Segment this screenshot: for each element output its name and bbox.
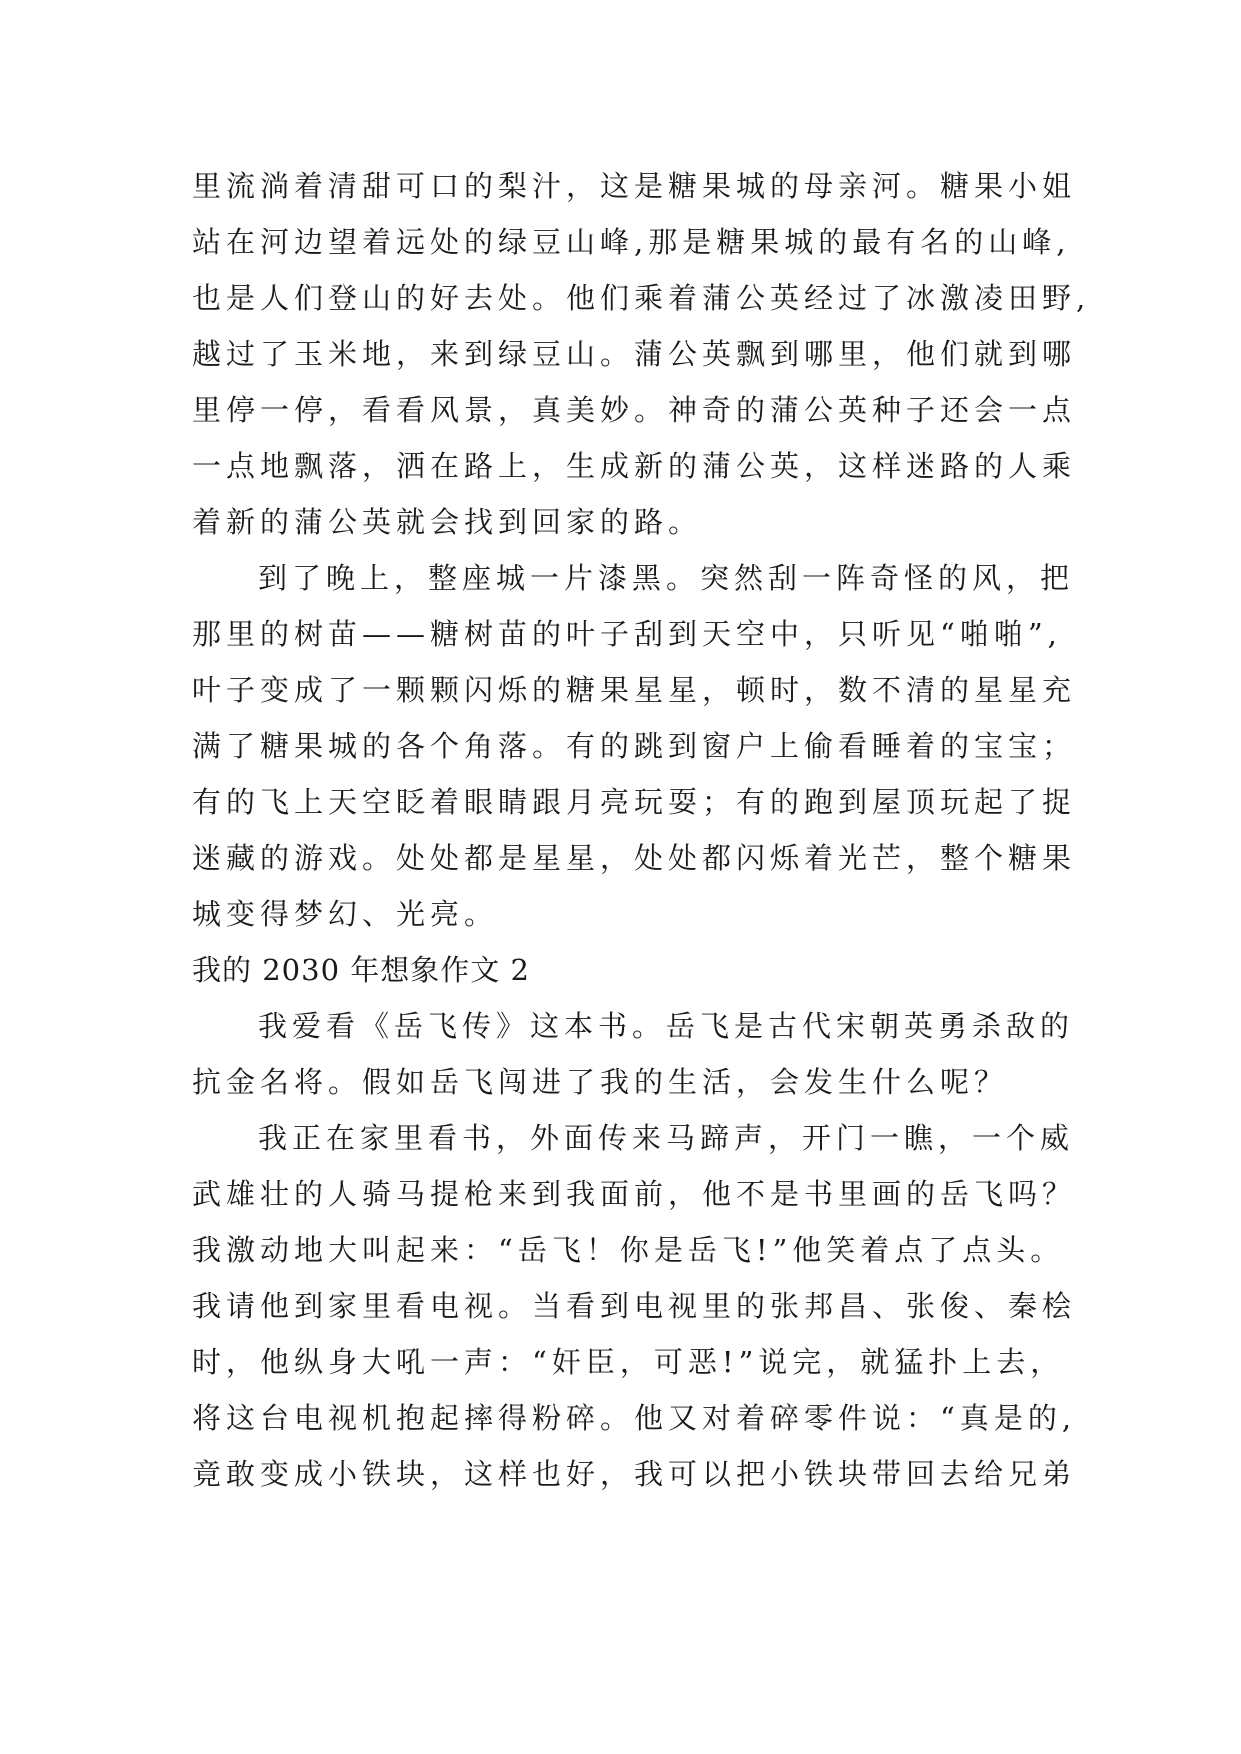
text-line: 里停一停，看看风景，真美妙。神奇的蒲公英种子还会一点	[192, 393, 1077, 427]
text-line: 抗金名将。假如岳飞闯进了我的生活，会发生什么呢？	[192, 1065, 1009, 1099]
text-line: 站在河边望着远处的绿豆山峰,那是糖果城的最有名的山峰,	[192, 225, 1071, 259]
text-line: 竟敢变成小铁块，这样也好，我可以把小铁块带回去给兄弟	[192, 1457, 1077, 1491]
paragraph-first-line: 到了晚上，整座城一片漆黑。突然刮一阵奇怪的风，把	[258, 561, 1075, 595]
text-line: 着新的蒲公英就会找到回家的路。	[192, 505, 703, 539]
text-line: 一点地飘落，洒在路上，生成新的蒲公英，这样迷路的人乘	[192, 449, 1077, 483]
text-line: 将这台电视机抱起摔得粉碎。他又对着碎零件说：“真是的,	[192, 1401, 1077, 1435]
text-line: 那里的树苗——糖树苗的叶子刮到天空中，只听见“啪啪”,	[192, 617, 1062, 651]
text-line: 里流淌着清甜可口的梨汁，这是糖果城的母亲河。糖果小姐	[192, 169, 1077, 203]
text-line: 有的飞上天空眨着眼睛跟月亮玩耍；有的跑到屋顶玩起了捉	[192, 785, 1077, 819]
document-body	[192, 158, 1092, 1502]
text-line: 我激动地大叫起来：“岳飞！你是岳飞!”他笑着点了点头。	[192, 1233, 1065, 1267]
section-heading: 我的 2030 年想象作文 2	[192, 953, 530, 987]
text-line: 满了糖果城的各个角落。有的跳到窗户上偷看睡着的宝宝；	[192, 729, 1077, 763]
text-line: 武雄壮的人骑马提枪来到我面前，他不是书里画的岳飞吗？	[192, 1177, 1077, 1211]
text-line: 城变得梦幻、光亮。	[192, 897, 499, 931]
text-line: 也是人们登山的好去处。他们乘着蒲公英经过了冰激凌田野,	[192, 281, 1091, 315]
paragraph-first-line: 我正在家里看书，外面传来马蹄声，开门一瞧，一个威	[258, 1121, 1075, 1155]
text-line: 迷藏的游戏。处处都是星星，处处都闪烁着光芒，整个糖果	[192, 841, 1077, 875]
text-line: 叶子变成了一颗颗闪烁的糖果星星，顿时，数不清的星星充	[192, 673, 1077, 707]
paragraph-first-line: 我爱看《岳飞传》这本书。岳飞是古代宋朝英勇杀敌的	[258, 1009, 1075, 1043]
text-line: 越过了玉米地，来到绿豆山。蒲公英飘到哪里，他们就到哪	[192, 337, 1077, 371]
text-line: 我请他到家里看电视。当看到电视里的张邦昌、张俊、秦桧	[192, 1289, 1077, 1323]
text-line: 时，他纵身大吼一声：“奸臣，可恶!”说完，就猛扑上去，	[192, 1345, 1065, 1379]
